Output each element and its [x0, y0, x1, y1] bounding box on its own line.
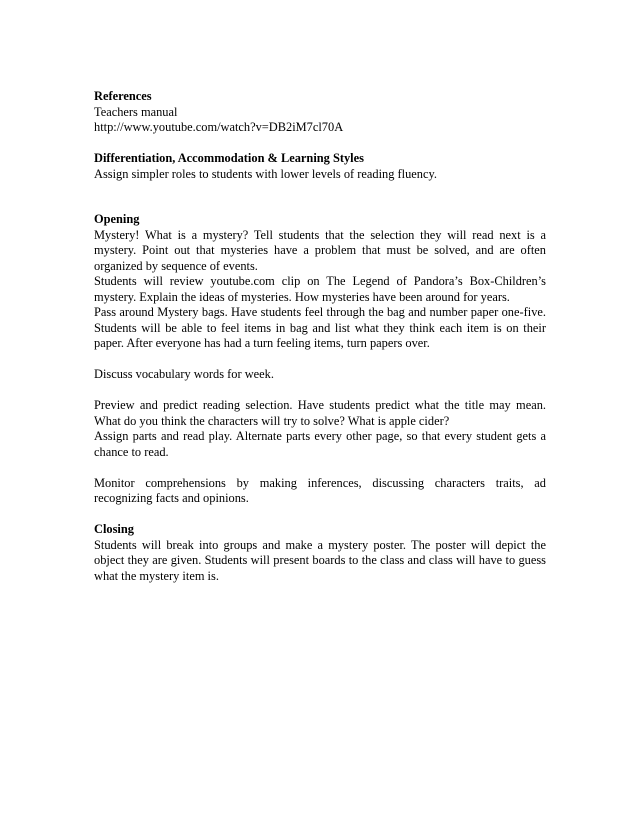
preview-paragraph-1: Preview and predict reading selection. Have students predict what the title may mean. What do you think the characters will try to solve? What is apple cider? — [94, 398, 546, 428]
differentiation-text: Assign simpler roles to students with lower levels of reading fluency. — [94, 166, 437, 181]
opening-paragraph-3: Pass around Mystery bags. Have students feel through the bag and number paper one-five. Students will be able to feel items in bag and list what they think each item is on their paper. After everyone has had a turn feeling items, turn papers over. — [94, 305, 546, 350]
reference-teachers-manual: Teachers manual — [94, 104, 178, 119]
differentiation-section — [94, 151, 546, 182]
preview-paragraph-2: Assign parts and read play. Alternate parts every other page, so that every student gets a chance to read. — [94, 429, 546, 459]
differentiation-heading: Differentiation, Accommodation & Learning Styles — [94, 151, 364, 165]
references-heading: References — [94, 89, 152, 103]
opening-paragraph-2: Students will review youtube.com clip on The Legend of Pandora’s Box-Children’s mystery. Explain the ideas of mysteries. How mysteries have been around for years. — [94, 274, 546, 304]
reference-youtube-url: http://www.youtube.com/watch?v=DB2iM7cl70A — [94, 120, 344, 134]
vocabulary-section — [94, 367, 546, 383]
document-page — [94, 89, 546, 584]
opening-heading: Opening — [94, 212, 140, 226]
preview-section — [94, 398, 546, 460]
closing-section — [94, 522, 546, 584]
opening-section — [94, 212, 546, 352]
monitor-section — [94, 476, 546, 507]
opening-paragraph-1: Mystery! What is a mystery? Tell students that the selection they will read next is a mystery. Point out that mysteries have a problem that must be solved, and are often organized by sequence of events. — [94, 227, 546, 273]
references-section — [94, 89, 546, 136]
closing-heading: Closing — [94, 522, 134, 536]
closing-text: Students will break into groups and make a mystery poster. The poster will depict the object they are given. Students will present boards to the class and class will have to guess what the mystery item is. — [94, 537, 546, 583]
monitor-text: Monitor comprehensions by making inferences, discussing characters traits, ad recognizing facts and opinions. — [94, 475, 546, 505]
vocabulary-text: Discuss vocabulary words for week. — [94, 367, 274, 381]
